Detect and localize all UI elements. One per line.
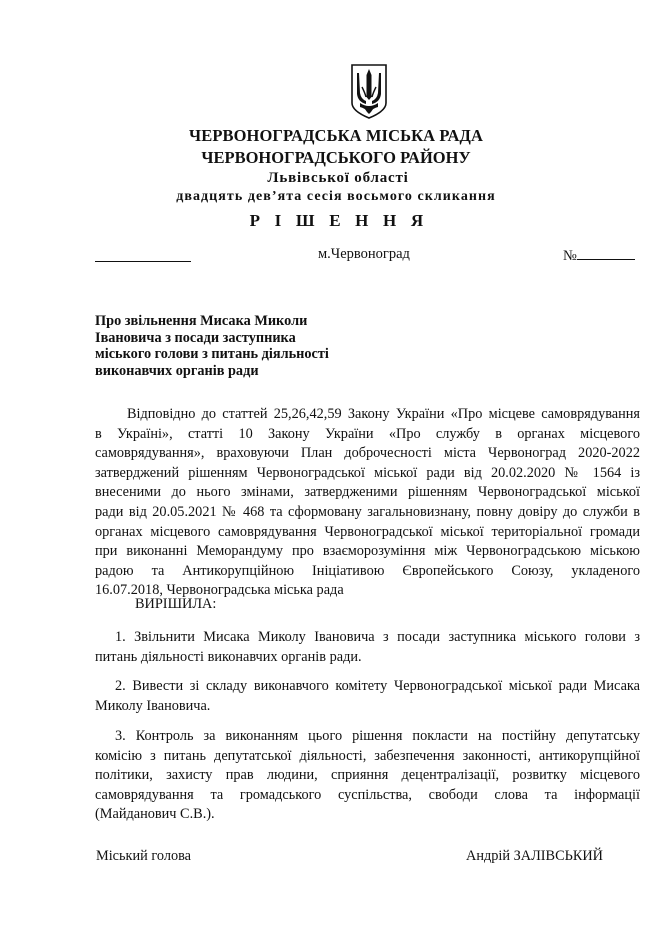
date-blank bbox=[95, 247, 191, 262]
preamble-line: 16.07.2018, Червоноградська міська рада bbox=[95, 582, 344, 599]
document-type: Р І Ш Е Н Н Я bbox=[249, 211, 429, 230]
signatory-position: Міський голова bbox=[96, 848, 192, 864]
preamble-line: внесеними до нього змінами, затвердженими рішенням Червоноградської міської bbox=[95, 484, 640, 501]
preamble-line: самоврядування», враховуючи План доброчесності міста Червоноград 2020-2022 bbox=[95, 445, 640, 462]
decision-subject bbox=[95, 313, 355, 379]
preamble-paragraph bbox=[95, 405, 640, 601]
item-line: питань діяльності виконавчих органів ради. bbox=[95, 648, 362, 665]
subject-line: виконавчих органів ради bbox=[95, 362, 259, 379]
item-line: (Майданович С.В.). bbox=[95, 806, 215, 823]
decision-item-2 bbox=[95, 677, 640, 716]
item-line: 2. Вивести зі складу виконавчого комітету Червоноградської міської ради Мисака bbox=[115, 678, 640, 694]
preamble-line: при виконанні Меморандуму про взаєморозуміння між Червоноградською міською bbox=[95, 543, 640, 560]
region-name: Львівської області bbox=[267, 170, 409, 186]
decision-number bbox=[563, 246, 635, 265]
item-line: політики, захисту прав людини, сприяння децентралізації, розвитку місцевого bbox=[95, 767, 640, 784]
decided-heading: ВИРІШИЛА: bbox=[135, 596, 217, 612]
item-line: 1. Звільнити Мисака Миколу Івановича з посади заступника міського голови з bbox=[115, 629, 640, 645]
council-name: ЧЕРВОНОГРАДСЬКА МІСЬКА РАДА bbox=[189, 126, 483, 145]
subject-line: міського голови з питань діяльності bbox=[95, 346, 329, 362]
preamble-line: радою та Антикорупційною Ініціативою Європейського Союзу, укладеного bbox=[95, 562, 640, 579]
city: м.Червоноград bbox=[318, 246, 410, 262]
signatory-name: Андрій ЗАЛІВСЬКИЙ bbox=[466, 848, 604, 864]
preamble-line: ради від 20.05.2021 № 468 та сформовану загальновизнану, повну довіру до служби в bbox=[95, 503, 640, 520]
number-blank bbox=[577, 246, 635, 260]
item-line: комісію з питань депутатської діяльності, забезпечення законності, антикорупційної bbox=[95, 747, 640, 764]
item-line: Миколу Івановича. bbox=[95, 697, 211, 714]
preamble-line: органах місцевого самоврядування Червоноградської міської територіальної громади bbox=[95, 523, 640, 540]
preamble-line: в Україні», статті 10 Закону України «Про службу в органах місцевого bbox=[95, 425, 640, 442]
item-line: 3. Контроль за виконанням цього рішення покласти на постійну депутатську bbox=[115, 728, 640, 744]
subject-line: Івановича з посади заступника bbox=[95, 329, 296, 346]
item-line: самоврядування та громадського суспільства, свободи слова та інформації bbox=[95, 786, 640, 803]
trident-coat-of-arms-icon bbox=[349, 63, 389, 120]
decision-item-3 bbox=[95, 727, 640, 825]
preamble-line: затверджений рішенням Червоноградської міської ради від 20.02.2020 № 1564 із bbox=[95, 464, 640, 481]
district-name: ЧЕРВОНОГРАДСЬКОГО РАЙОНУ bbox=[201, 148, 471, 167]
number-label: № bbox=[563, 248, 577, 264]
preamble-line: Відповідно до статтей 25,26,42,59 Закону України «Про місцеве самоврядування bbox=[127, 406, 640, 422]
subject-line: Про звільнення Мисака Миколи bbox=[95, 313, 308, 329]
decision-item-1 bbox=[95, 628, 640, 667]
session-name: двадцять дев’ята сесія восьмого скликання bbox=[176, 189, 496, 204]
